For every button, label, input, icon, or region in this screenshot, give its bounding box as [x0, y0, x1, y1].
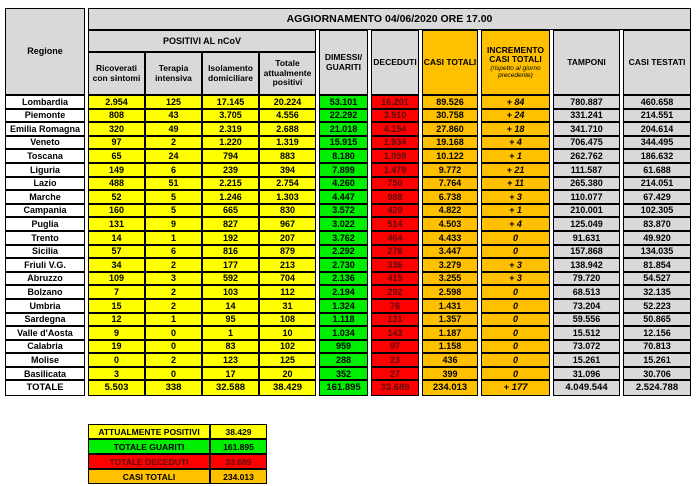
legend-value: 234.013 [210, 469, 267, 484]
value-cell: 2 [145, 136, 202, 150]
value-cell: 1.187 [422, 326, 478, 340]
value-cell: 61.688 [623, 163, 691, 177]
value-cell: 1.324 [319, 299, 368, 313]
value-cell: 794 [202, 149, 259, 163]
value-cell: 79.720 [553, 272, 620, 286]
value-cell: + 21 [481, 163, 550, 177]
value-cell: 131 [88, 217, 145, 231]
value-cell: 15 [88, 299, 145, 313]
value-cell: 3.022 [319, 217, 368, 231]
value-cell: 967 [259, 217, 316, 231]
value-cell: 19 [88, 340, 145, 354]
value-cell: 2.688 [259, 122, 316, 136]
value-cell: 816 [202, 245, 259, 259]
value-cell: 665 [202, 204, 259, 218]
value-cell: 1.319 [259, 136, 316, 150]
value-cell: 67.429 [623, 190, 691, 204]
value-cell: 3.447 [422, 245, 478, 259]
value-cell: + 3 [481, 258, 550, 272]
value-cell: 49 [145, 122, 202, 136]
value-cell: 12.156 [623, 326, 691, 340]
total-value-cell: 338 [145, 380, 202, 396]
value-cell: 59.556 [553, 313, 620, 327]
value-cell: 112 [259, 285, 316, 299]
region-name-cell: Friuli V.G. [5, 258, 85, 272]
value-cell: 1.934 [371, 136, 419, 150]
value-cell: 52.223 [623, 299, 691, 313]
value-cell: 14 [202, 299, 259, 313]
value-cell: 15.261 [623, 353, 691, 367]
value-cell: 102 [259, 340, 316, 354]
total-value-cell: 4.049.544 [553, 380, 620, 396]
value-cell: 214.051 [623, 177, 691, 191]
value-cell: 1 [145, 313, 202, 327]
value-cell: 3.762 [319, 231, 368, 245]
total-value-cell: 5.503 [88, 380, 145, 396]
value-cell: 1.479 [371, 163, 419, 177]
value-cell: + 11 [481, 177, 550, 191]
value-cell: 15.261 [553, 353, 620, 367]
value-cell: 2.319 [202, 122, 259, 136]
value-cell: 2.292 [319, 245, 368, 259]
col-header-terapia-intensiva: Terapia intensiva [145, 52, 202, 95]
value-cell: 110.077 [553, 190, 620, 204]
value-cell: 65 [88, 149, 145, 163]
value-cell: 131 [371, 313, 419, 327]
incremento-note: (rispetto al giorno precedente) [490, 65, 541, 80]
value-cell: 5 [145, 204, 202, 218]
value-cell: 352 [319, 367, 368, 381]
value-cell: 292 [371, 285, 419, 299]
value-cell: 8.180 [319, 149, 368, 163]
value-cell: 7.899 [319, 163, 368, 177]
value-cell: 959 [319, 340, 368, 354]
region-name-cell: Piemonte [5, 109, 85, 123]
value-cell: 4.154 [371, 122, 419, 136]
value-cell: 488 [88, 177, 145, 191]
region-name-cell: Valle d'Aosta [5, 326, 85, 340]
legend-value: 161.895 [210, 439, 267, 454]
value-cell: 988 [371, 190, 419, 204]
value-cell: + 84 [481, 95, 550, 109]
value-cell: 344.495 [623, 136, 691, 150]
value-cell: 34 [88, 258, 145, 272]
totals-legend [88, 424, 267, 484]
value-cell: 0 [481, 367, 550, 381]
value-cell: 331.241 [553, 109, 620, 123]
region-name-cell: Liguria [5, 163, 85, 177]
value-cell: 30.758 [422, 109, 478, 123]
value-cell: 91.631 [553, 231, 620, 245]
value-cell: 4.433 [422, 231, 478, 245]
value-cell: 0 [88, 353, 145, 367]
value-cell: 0 [481, 231, 550, 245]
value-cell: 15.512 [553, 326, 620, 340]
value-cell: 95 [202, 313, 259, 327]
region-name-cell: Campania [5, 204, 85, 218]
value-cell: 14 [88, 231, 145, 245]
col-header-tamponi: TAMPONI [553, 30, 620, 95]
value-cell: 214.551 [623, 109, 691, 123]
value-cell: 1.158 [422, 340, 478, 354]
value-cell: 30.706 [623, 367, 691, 381]
value-cell: 883 [259, 149, 316, 163]
value-cell: 2.754 [259, 177, 316, 191]
value-cell: 3.705 [202, 109, 259, 123]
value-cell: 51 [145, 177, 202, 191]
value-cell: 57 [88, 245, 145, 259]
value-cell: 1.303 [259, 190, 316, 204]
value-cell: 2 [145, 299, 202, 313]
value-cell: 24 [145, 149, 202, 163]
value-cell: 83.870 [623, 217, 691, 231]
value-cell: 21.018 [319, 122, 368, 136]
value-cell: 6 [145, 245, 202, 259]
value-cell: 20.224 [259, 95, 316, 109]
value-cell: 592 [202, 272, 259, 286]
region-name-cell: Puglia [5, 217, 85, 231]
col-header-totale-positivi: Totale attualmente positivi [259, 52, 316, 95]
value-cell: 1.034 [319, 326, 368, 340]
incremento-label: INCREMENTO CASI TOTALI [487, 44, 544, 65]
value-cell: 0 [481, 299, 550, 313]
value-cell: + 3 [481, 272, 550, 286]
value-cell: 2.954 [88, 95, 145, 109]
col-header-casi-totali: CASI TOTALI [422, 30, 478, 95]
value-cell: + 3 [481, 190, 550, 204]
value-cell: 70.813 [623, 340, 691, 354]
value-cell: 262.762 [553, 149, 620, 163]
value-cell: 436 [422, 353, 478, 367]
value-cell: 1.118 [319, 313, 368, 327]
value-cell: 27 [371, 367, 419, 381]
value-cell: 1.357 [422, 313, 478, 327]
value-cell: 2.136 [319, 272, 368, 286]
value-cell: 0 [481, 353, 550, 367]
value-cell: 827 [202, 217, 259, 231]
total-value-cell: + 177 [481, 380, 550, 396]
value-cell: 81.854 [623, 258, 691, 272]
value-cell: 102.305 [623, 204, 691, 218]
value-cell: 2 [145, 285, 202, 299]
table-title: AGGIORNAMENTO 04/06/2020 ORE 17.00 [88, 8, 691, 30]
value-cell: 134.035 [623, 245, 691, 259]
total-value-cell: 234.013 [422, 380, 478, 396]
value-cell: 2 [145, 258, 202, 272]
value-cell: 210.001 [553, 204, 620, 218]
region-name-cell: Veneto [5, 136, 85, 150]
value-cell: 3 [88, 367, 145, 381]
value-cell: 52 [88, 190, 145, 204]
regione-header: Regione [5, 8, 85, 95]
region-name-cell: Basilicata [5, 367, 85, 381]
value-cell: 288 [319, 353, 368, 367]
value-cell: 0 [481, 340, 550, 354]
value-cell: 109 [88, 272, 145, 286]
value-cell: 464 [371, 231, 419, 245]
value-cell: 276 [371, 245, 419, 259]
value-cell: 3 [145, 272, 202, 286]
value-cell: + 4 [481, 217, 550, 231]
value-cell: 0 [481, 313, 550, 327]
total-value-cell: 161.895 [319, 380, 368, 396]
value-cell: 97 [88, 136, 145, 150]
value-cell: 3.572 [319, 204, 368, 218]
value-cell: 204.614 [623, 122, 691, 136]
region-name-cell: Sardegna [5, 313, 85, 327]
value-cell: 1.246 [202, 190, 259, 204]
value-cell: 394 [259, 163, 316, 177]
value-cell: 1 [202, 326, 259, 340]
region-name-cell: Umbria [5, 299, 85, 313]
col-header-casi-testati: CASI TESTATI [623, 30, 691, 95]
value-cell: 4.503 [422, 217, 478, 231]
value-cell: 89.526 [422, 95, 478, 109]
value-cell: 9 [88, 326, 145, 340]
value-cell: + 1 [481, 204, 550, 218]
legend-label: TOTALE DECEDUTI [88, 454, 210, 469]
value-cell: 1.059 [371, 149, 419, 163]
value-cell: 7.764 [422, 177, 478, 191]
value-cell: 49.920 [623, 231, 691, 245]
value-cell: 192 [202, 231, 259, 245]
value-cell: 16.201 [371, 95, 419, 109]
value-cell: 31 [259, 299, 316, 313]
value-cell: 68.513 [553, 285, 620, 299]
value-cell: 54.527 [623, 272, 691, 286]
value-cell: 0 [481, 245, 550, 259]
value-cell: 111.587 [553, 163, 620, 177]
value-cell: 460.658 [623, 95, 691, 109]
region-name-cell: Marche [5, 190, 85, 204]
value-cell: 103 [202, 285, 259, 299]
value-cell: 32.135 [623, 285, 691, 299]
value-cell: 149 [88, 163, 145, 177]
value-cell: + 24 [481, 109, 550, 123]
total-value-cell: 33.689 [371, 380, 419, 396]
value-cell: 207 [259, 231, 316, 245]
value-cell: 0 [145, 367, 202, 381]
value-cell: 17 [202, 367, 259, 381]
value-cell: 10 [259, 326, 316, 340]
value-cell: 186.632 [623, 149, 691, 163]
value-cell: 4.260 [319, 177, 368, 191]
col-header-incremento [481, 30, 550, 95]
value-cell: + 4 [481, 136, 550, 150]
value-cell: 2.215 [202, 177, 259, 191]
total-row-label: TOTALE [5, 380, 85, 396]
positivi-group-header: POSITIVI AL nCoV [88, 30, 316, 52]
value-cell: 20 [259, 367, 316, 381]
value-cell: 125 [145, 95, 202, 109]
value-cell: 5 [145, 190, 202, 204]
value-cell: 17.145 [202, 95, 259, 109]
value-cell: 83 [202, 340, 259, 354]
value-cell: 2.598 [422, 285, 478, 299]
value-cell: 3.279 [422, 258, 478, 272]
value-cell: 2 [145, 353, 202, 367]
value-cell: + 18 [481, 122, 550, 136]
value-cell: 0 [481, 326, 550, 340]
value-cell: 143 [371, 326, 419, 340]
col-header-dimessi-guariti: DIMESSI/ GUARITI [319, 30, 368, 95]
value-cell: 3.910 [371, 109, 419, 123]
col-header-deceduti: DECEDUTI [371, 30, 419, 95]
region-name-cell: Lombardia [5, 95, 85, 109]
region-name-cell: Toscana [5, 149, 85, 163]
value-cell: 2.730 [319, 258, 368, 272]
region-name-cell: Sicilia [5, 245, 85, 259]
value-cell: 23 [371, 353, 419, 367]
value-cell: 706.475 [553, 136, 620, 150]
value-cell: 514 [371, 217, 419, 231]
value-cell: 12 [88, 313, 145, 327]
value-cell: 4.556 [259, 109, 316, 123]
value-cell: 125.049 [553, 217, 620, 231]
value-cell: 0 [481, 285, 550, 299]
value-cell: 125 [259, 353, 316, 367]
value-cell: 336 [371, 258, 419, 272]
legend-label: ATTUALMENTE POSITIVI [88, 424, 210, 439]
value-cell: 43 [145, 109, 202, 123]
value-cell: 1.431 [422, 299, 478, 313]
value-cell: 3.255 [422, 272, 478, 286]
value-cell: 7 [88, 285, 145, 299]
value-cell: 265.380 [553, 177, 620, 191]
value-cell: 6 [145, 163, 202, 177]
region-name-cell: Abruzzo [5, 272, 85, 286]
value-cell: 830 [259, 204, 316, 218]
value-cell: 4.447 [319, 190, 368, 204]
region-name-cell: Molise [5, 353, 85, 367]
region-name-cell: Emilia Romagna [5, 122, 85, 136]
value-cell: 780.887 [553, 95, 620, 109]
col-header-ricoverati: Ricoverati con sintomi [88, 52, 145, 95]
value-cell: 53.101 [319, 95, 368, 109]
region-name-cell: Calabria [5, 340, 85, 354]
value-cell: + 1 [481, 149, 550, 163]
region-name-cell: Trento [5, 231, 85, 245]
total-value-cell: 38.429 [259, 380, 316, 396]
legend-value: 38.429 [210, 424, 267, 439]
value-cell: 341.710 [553, 122, 620, 136]
total-value-cell: 32.588 [202, 380, 259, 396]
value-cell: 704 [259, 272, 316, 286]
value-cell: 123 [202, 353, 259, 367]
region-name-cell: Bolzano [5, 285, 85, 299]
value-cell: 415 [371, 272, 419, 286]
value-cell: 138.942 [553, 258, 620, 272]
value-cell: 0 [145, 340, 202, 354]
value-cell: 10.122 [422, 149, 478, 163]
total-value-cell: 2.524.788 [623, 380, 691, 396]
value-cell: 9.772 [422, 163, 478, 177]
value-cell: 1.220 [202, 136, 259, 150]
value-cell: 15.915 [319, 136, 368, 150]
value-cell: 213 [259, 258, 316, 272]
legend-value: 33.689 [210, 454, 267, 469]
value-cell: 750 [371, 177, 419, 191]
value-cell: 6.738 [422, 190, 478, 204]
value-cell: 73.072 [553, 340, 620, 354]
value-cell: 420 [371, 204, 419, 218]
value-cell: 27.860 [422, 122, 478, 136]
value-cell: 2.194 [319, 285, 368, 299]
value-cell: 0 [145, 326, 202, 340]
value-cell: 160 [88, 204, 145, 218]
value-cell: 31.096 [553, 367, 620, 381]
value-cell: 9 [145, 217, 202, 231]
value-cell: 177 [202, 258, 259, 272]
value-cell: 320 [88, 122, 145, 136]
legend-label: TOTALE GUARITI [88, 439, 210, 454]
value-cell: 50.865 [623, 313, 691, 327]
value-cell: 22.292 [319, 109, 368, 123]
value-cell: 73.204 [553, 299, 620, 313]
legend-label: CASI TOTALI [88, 469, 210, 484]
value-cell: 879 [259, 245, 316, 259]
value-cell: 808 [88, 109, 145, 123]
value-cell: 239 [202, 163, 259, 177]
value-cell: 97 [371, 340, 419, 354]
covid-update-table [5, 8, 691, 396]
value-cell: 76 [371, 299, 419, 313]
value-cell: 108 [259, 313, 316, 327]
col-header-isolamento: Isolamento domiciliare [202, 52, 259, 95]
value-cell: 4.822 [422, 204, 478, 218]
value-cell: 157.868 [553, 245, 620, 259]
value-cell: 19.168 [422, 136, 478, 150]
value-cell: 1 [145, 231, 202, 245]
value-cell: 399 [422, 367, 478, 381]
region-name-cell: Lazio [5, 177, 85, 191]
